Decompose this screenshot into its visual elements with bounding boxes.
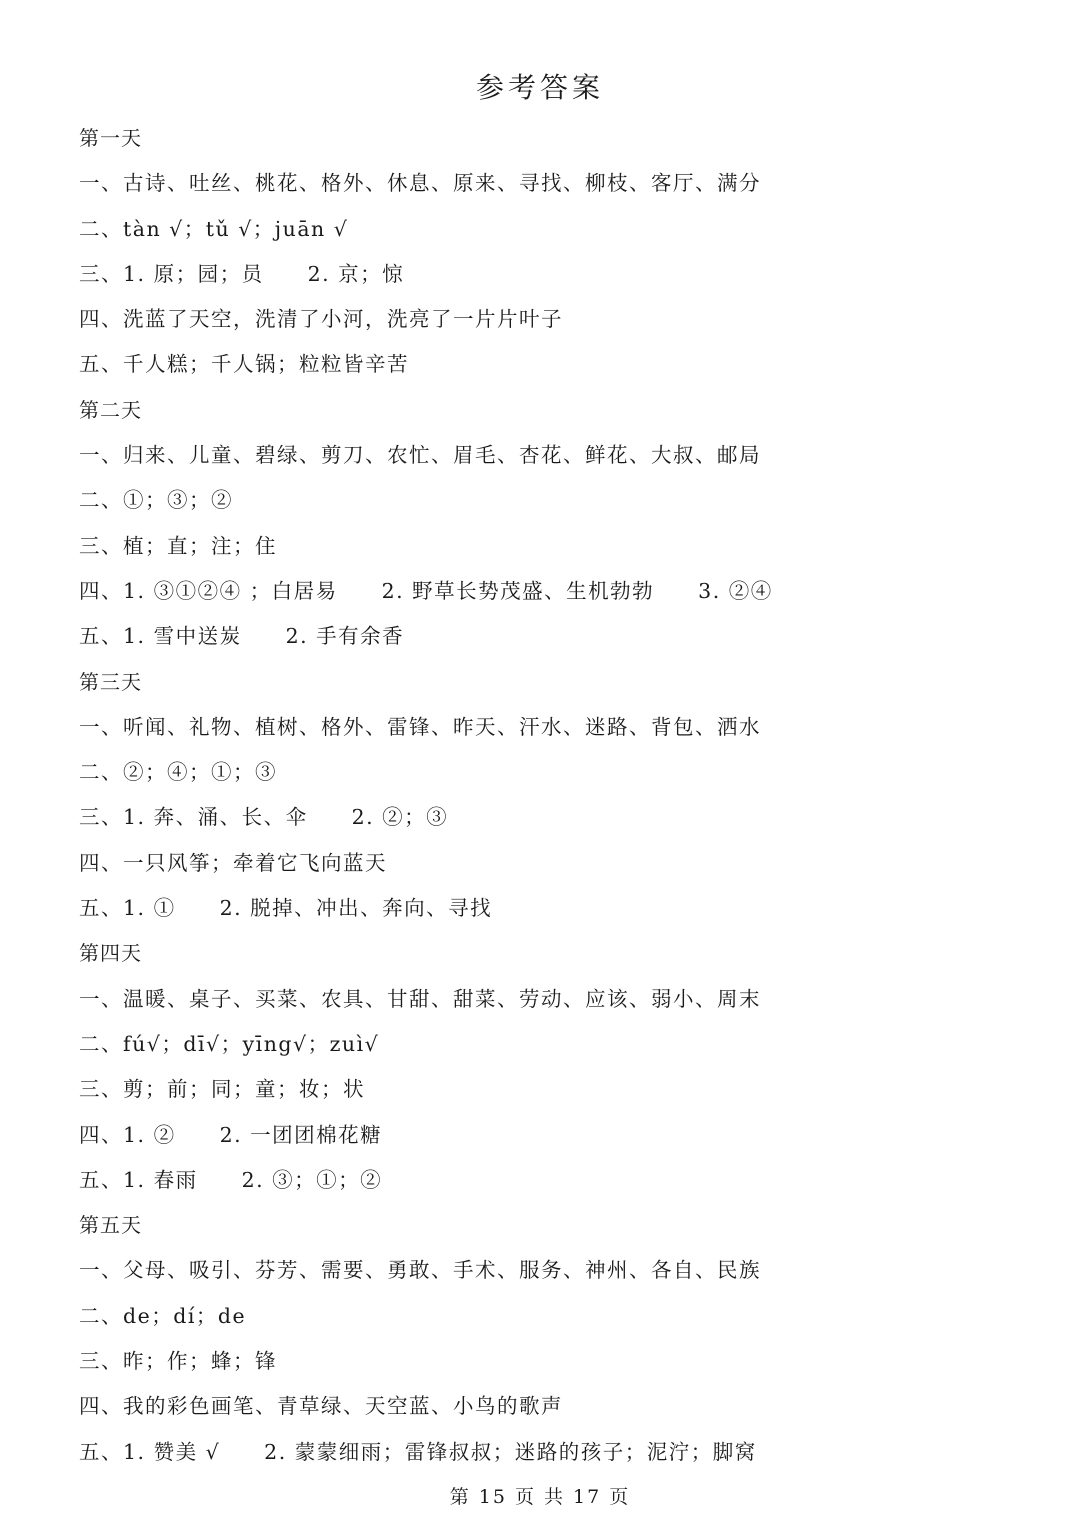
answer-line: 二、fú√；dī√；yīng√；zuì√: [79, 1031, 380, 1056]
answer-line: 一、听闻、礼物、植树、格外、雷锋、昨天、汗水、迷路、背包、洒水: [79, 714, 761, 739]
answer-line: 五、1. 雪中送炭 2. 手有余香: [79, 624, 405, 649]
answer-line: 五、1. ① 2. 脱掉、冲出、奔向、寻找: [79, 896, 493, 921]
answers-content: [79, 116, 1059, 1475]
answer-line: 三、1. 奔、涌、长、伞 2. ②；③: [79, 805, 449, 830]
answer-line: 二、tàn √；tǔ √；juān √: [79, 216, 349, 241]
answer-line: 一、温暖、桌子、买菜、农具、甘甜、甜菜、劳动、应该、弱小、周末: [79, 986, 761, 1011]
answer-line: 五、千人糕；千人锅；粒粒皆辛苦: [79, 352, 409, 377]
answer-line: 五、1. 赞美 √ 2. 蒙蒙细雨；雷锋叔叔；迷路的孩子；泥泞；脚窝: [79, 1439, 757, 1464]
answer-line: 四、我的彩色画笔、青草绿、天空蓝、小鸟的歌声: [79, 1394, 563, 1419]
answer-line: 三、1. 原；园；员 2. 京；惊: [79, 261, 405, 286]
answer-line: 五、1. 春雨 2. ③；①；②: [79, 1167, 383, 1192]
answer-line: 三、剪；前；同；童；妆；状: [79, 1077, 365, 1102]
answer-line: 四、1. ② 2. 一团团棉花糖: [79, 1122, 383, 1147]
answer-line: 四、洗蓝了天空，洗清了小河，洗亮了一片片叶子: [79, 307, 563, 332]
day-5-section: [79, 1203, 1059, 1475]
answer-line: 一、父母、吸引、芬芳、需要、勇敢、手术、服务、神州、各自、民族: [79, 1258, 761, 1283]
answer-line: 三、植；直；注；住: [79, 533, 277, 558]
answer-line: 四、一只风筝；牵着它飞向蓝天: [79, 850, 387, 875]
answer-line: 二、①；③；②: [79, 488, 233, 513]
answer-line: 一、归来、儿童、碧绿、剪刀、农忙、眉毛、杏花、鲜花、大叔、邮局: [79, 443, 761, 468]
day-4-section: [79, 931, 1059, 1203]
answer-line: 二、②；④；①；③: [79, 760, 277, 785]
answer-line: 三、昨；作；蜂；锋: [79, 1349, 277, 1374]
day-3-section: [79, 660, 1059, 932]
day-heading: 第三天: [79, 669, 142, 694]
answer-line: 一、古诗、吐丝、桃花、格外、休息、原来、寻找、柳枝、客厅、满分: [79, 171, 761, 196]
day-1-section: [79, 116, 1059, 388]
day-heading: 第一天: [79, 126, 142, 150]
day-heading: 第二天: [79, 397, 142, 422]
day-2-section: [79, 388, 1059, 660]
answer-line: 二、de；dí；de: [79, 1303, 247, 1328]
day-heading: 第五天: [79, 1213, 142, 1238]
page-number-footer: 第 15 页 共 17 页: [449, 1486, 631, 1508]
page-title: 参考答案: [475, 71, 604, 104]
day-heading: 第四天: [79, 941, 142, 966]
answer-line: 四、1. ③①②④ ；白居易 2. 野草长势茂盛、生机勃勃 3. ②④: [79, 578, 773, 603]
